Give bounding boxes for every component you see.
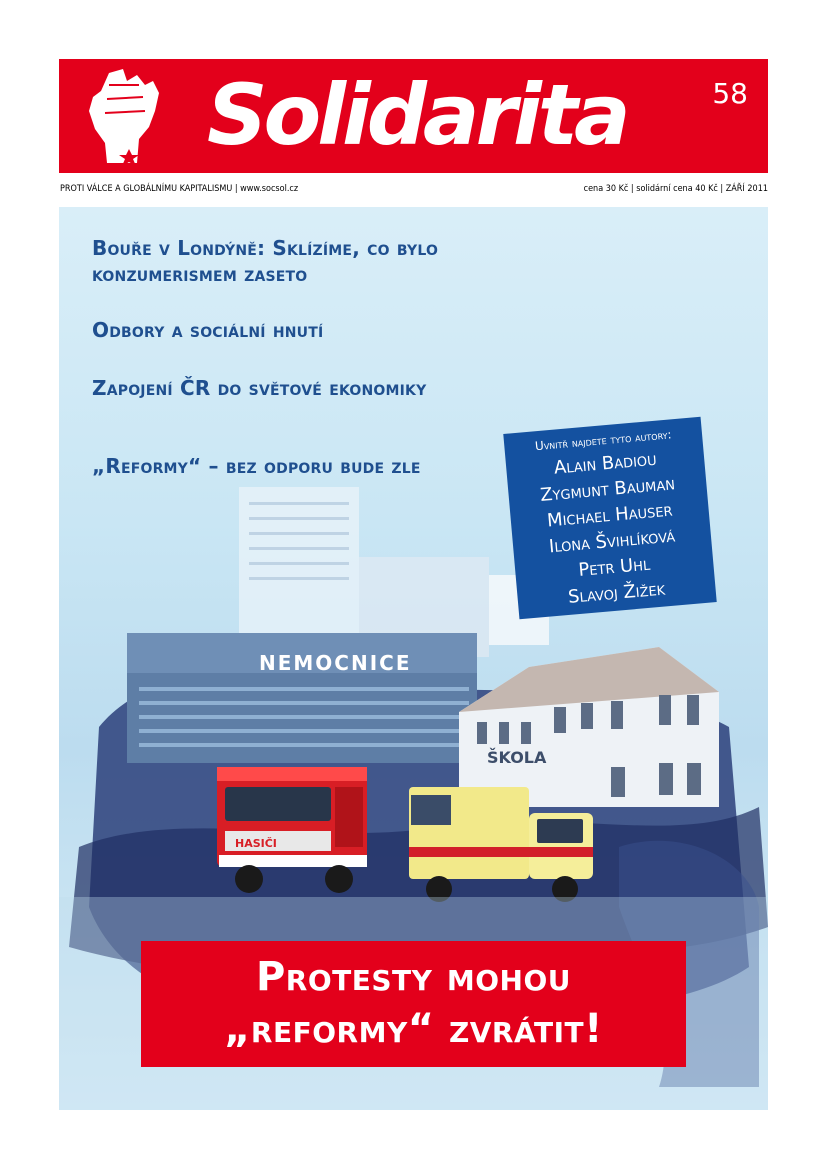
authors-intro: Uvnitř najdete tyto autory: [534,427,673,454]
main-headline-line-2: „reformy“ zvrátit! [224,1006,603,1052]
headline-economy[interactable]: Zapojení ČR do světové ekonomiky [92,376,427,400]
hospital-sign: NEMOCNICE [259,651,412,675]
authors-list [506,443,717,616]
headline-london[interactable]: Bouře v Londýně: Sklízíme, co bylo konzumerismem zaseto [92,236,439,286]
author-name: Michael Hauser [546,499,674,532]
main-headline-banner[interactable] [141,941,686,1067]
raised-fist-icon [79,63,179,171]
school-sign: ŠKOLA [487,748,547,767]
main-headline-line-1: Protesty mohou [255,954,571,1000]
author-name: Alain Badiou [553,448,658,479]
headline-unions[interactable]: Odbory a sociální hnutí [92,318,324,342]
author-name: Zygmunt Bauman [539,473,676,506]
issue-number: 58 [712,77,748,110]
strapline [60,184,768,198]
author-name: Ilona Švihlíková [548,525,676,558]
author-name: Petr Uhl [577,553,652,581]
authors-box [503,417,716,620]
fire-truck-sign: HASIČI [235,837,277,850]
strapline-right: cena 30 Kč | solidární cena 40 Kč | ZÁŘÍ 2011 [583,184,768,194]
cover-image [59,207,768,1110]
strapline-left: PROTI VÁLCE A GLOBÁLNÍMU KAPITALISMU | www.socsol.cz [60,184,299,194]
author-name: Slavoj Žižek [567,578,666,608]
magazine-title: Solidarita [207,66,627,164]
headline-reforms[interactable]: „Reformy“ – bez odporu bude zle [92,454,421,478]
masthead [59,59,768,173]
